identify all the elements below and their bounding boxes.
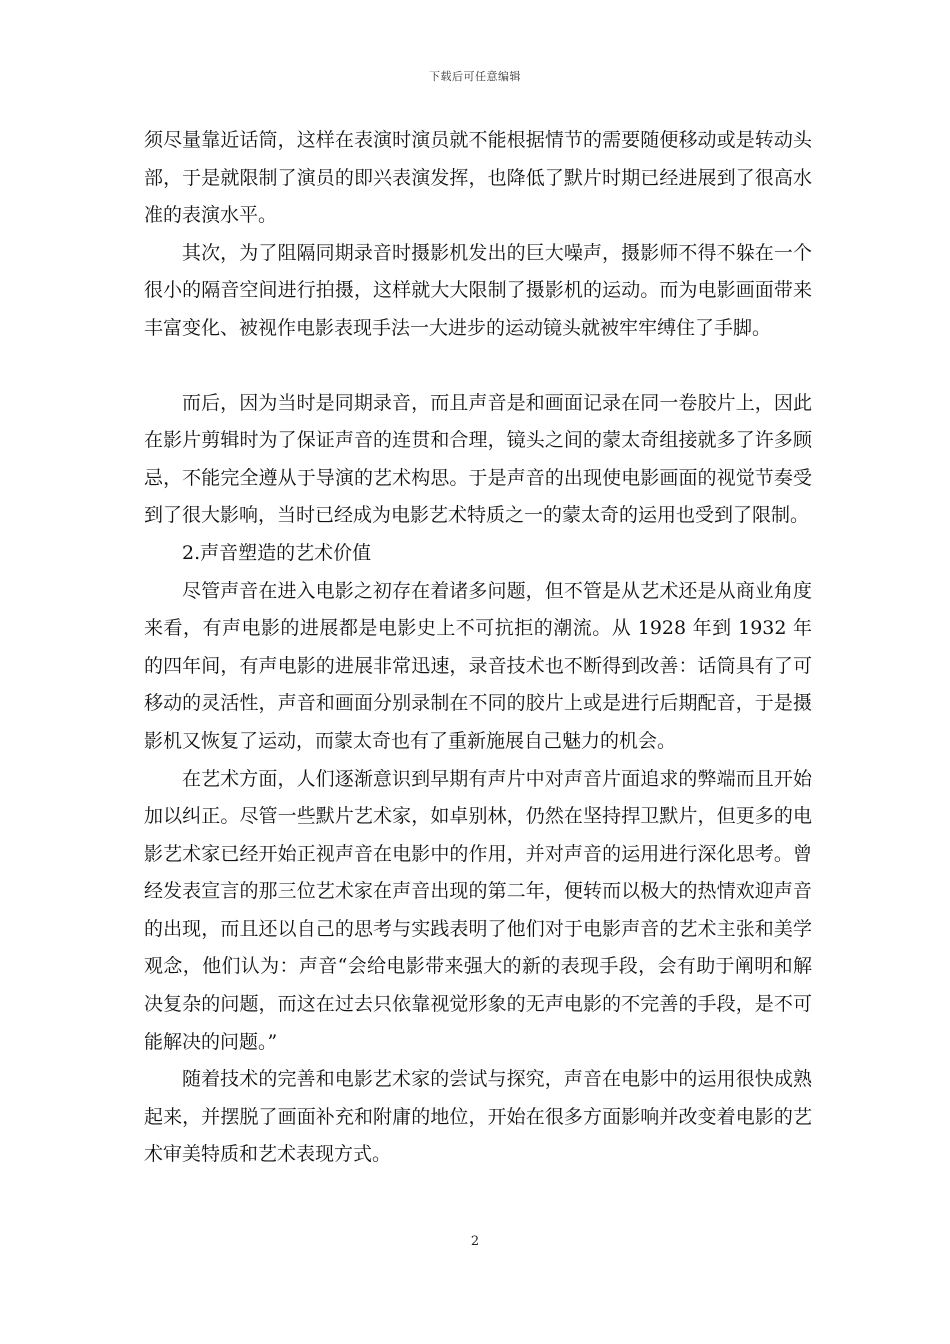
paragraph-continuation: 须尽量靠近话筒，这样在表演时演员就不能根据情节的需要随便移动或是转动头部，于是就限制了演员的即兴表演发挥，也降低了默片时期已经进展到了很高水准的表演水平。 (144, 129, 812, 227)
page-header: 下载后可任意编辑 (429, 70, 521, 83)
section-heading: 2.声音塑造的艺术价值 (182, 541, 372, 564)
document-body (144, 122, 812, 1174)
paragraph-sound-maturity: 随着技术的完善和电影艺术家的尝试与探究，声音在电影中的运用很快成熟起来，并摆脱了画面补充和附庸的地位，开始在很多方面影响并改变着电影的艺术审美特质和艺术表现方式。 (144, 1068, 812, 1166)
page-number: 2 (470, 1234, 480, 1249)
paragraph-noise-limits-camera: 其次，为了阻隔同期录音时摄影机发出的巨大噪声，摄影师不得不躲在一个很小的隔音空间进行拍摄，这样就大大限制了摄影机的运动。而为电影画面带来丰富变化、被视作电影表现手法一大进步的运动镜头就被牢牢缚住了手脚。 (144, 241, 812, 339)
paragraph-artistic-aspects: 在艺术方面，人们逐渐意识到早期有声片中对声音片面追求的弊端而且开始加以纠正。尽管一些默片艺术家，如卓别林，仍然在坚持捍卫默片，但更多的电影艺术家已经开始正视声音在电影中的作用，并对声音的运用进行深化思考。曾经发表宣言的那三位艺术家在声音出现的第二年，便转而以极大的热情欢迎声音的出现，而且还以自己的思考与实践表明了他们对于电影声音的艺术主张和美学观念，他们认为：声音“会给电影带来强大的新的表现手段，会有助于阐明和解决复杂的问题，而这在过去只依靠视觉形象的无声电影的不完善的手段，是不可能解决的问题。” (144, 767, 812, 1053)
paragraph-montage-limits: 而后，因为当时是同期录音，而且声音是和画面记录在同一卷胶片上，因此在影片剪辑时为了保证声音的连贯和合理，镜头之间的蒙太奇组接就多了许多顾忌，不能完全遵从于导演的艺术构思。于是声音的出现使电影画面的视觉节奏受到了很大影响，当时已经成为电影艺术特质之一的蒙太奇的运用也受到了限制。 (144, 391, 812, 527)
paragraph-sound-film-development: 尽管声音在进入电影之初存在着诸多问题，但不管是从艺术还是从商业角度来看，有声电影的进展都是电影史上不可抗拒的潮流。从 1928 年到 1932 年的四年间，有声电影的进展非常迅速，录音技术也不断得到改善：话筒具有了可移动的灵活性，声音和画面分别录制在不同的胶片上或是进行后期配音，于是摄影机又恢复了运动，而蒙太奇也有了重新施展自己魅力的机会。 (144, 579, 812, 752)
